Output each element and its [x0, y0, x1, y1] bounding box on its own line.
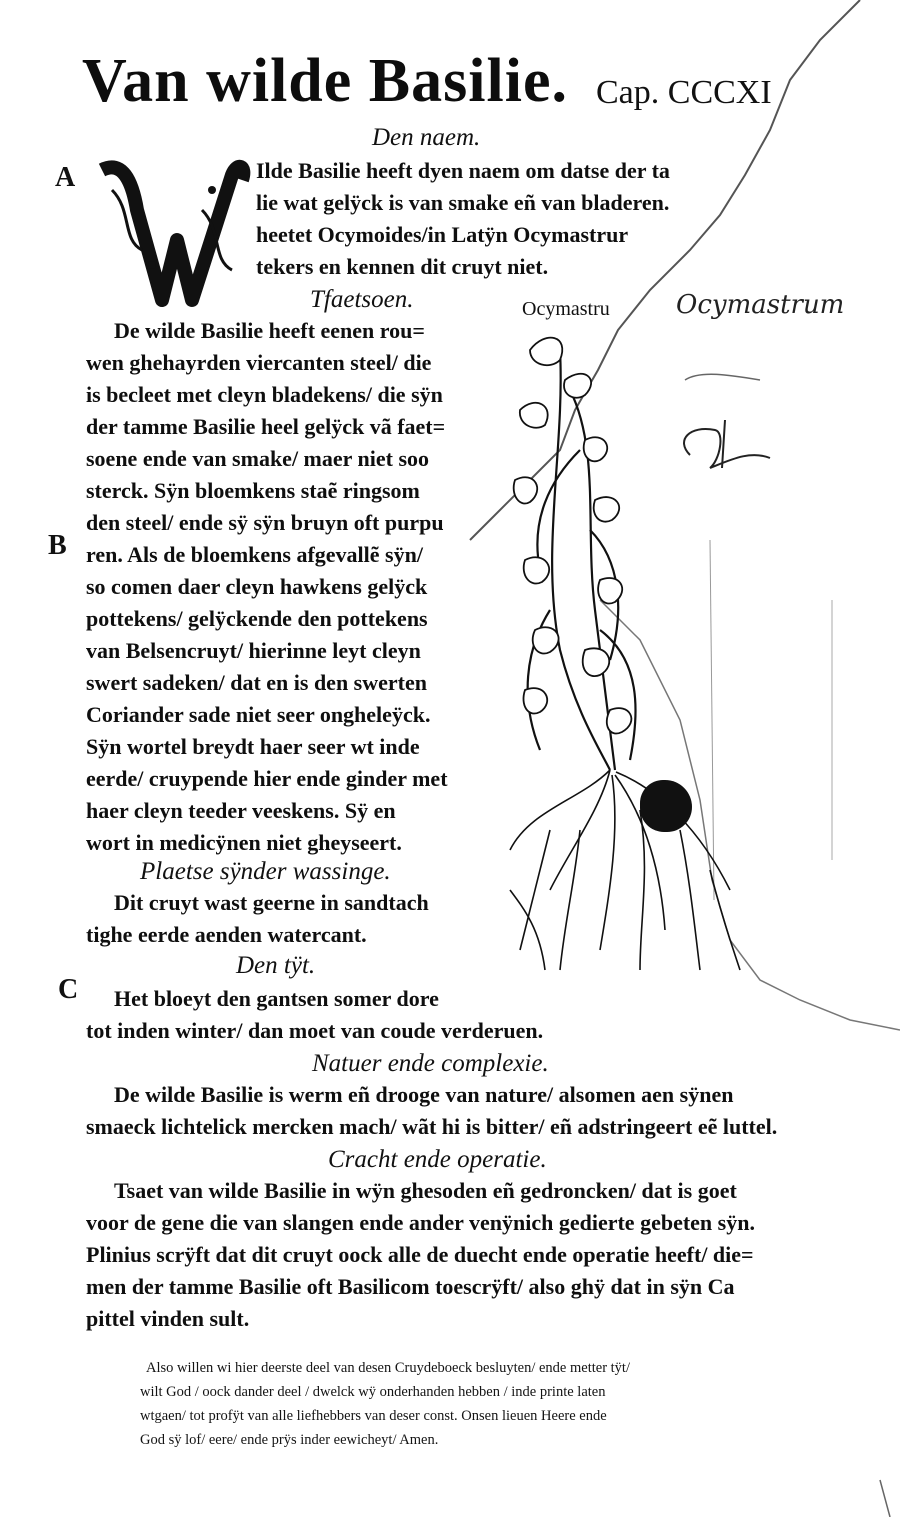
text-line: De wilde Basilie is werm eñ drooge van nature/ alsomen aen sÿnen [114, 1082, 734, 1107]
text-line: haer cleyn teeder veeskens. Sÿ en [86, 798, 396, 823]
text-line: tighe eerde aenden watercant. [86, 922, 367, 947]
closing-line: wtgaen/ tot profÿt van alle liefhebbers van deser const. Onsen lieuen Heere ende [140, 1408, 607, 1424]
section-heading-cracht: Cracht ende operatie. [328, 1146, 547, 1173]
text-line: tekers en kennen dit cruyt niet. [256, 254, 549, 279]
text-line: wort in medicÿnen niet gheyseert. [86, 830, 402, 855]
basil-plant-woodcut [490, 330, 750, 980]
text-line: Tsaet van wilde Basilie in wÿn ghesoden eñ gedroncken/ dat is goet [114, 1178, 737, 1203]
text-line: Ilde Basilie heeft dyen naem om datse der ta [256, 158, 670, 183]
section-heading-den-naem: Den naem. [372, 124, 481, 151]
text-line: Het bloeyt den gantsen somer dore [114, 986, 439, 1011]
text-line: heetet Ocymoides/in Latÿn Ocymastrur [256, 222, 629, 247]
text-line: pittel vinden sult. [86, 1306, 250, 1331]
margin-letter-b: B [48, 530, 67, 561]
margin-letter-c: C [58, 974, 79, 1005]
section-heading-plaetse: Plaetse sÿnder wassinge. [140, 858, 391, 885]
text-line: sterck. Sÿn bloemkens staẽ ringsom [86, 478, 420, 503]
text-line: soene ende van smake/ maer niet soo [86, 446, 430, 471]
text-line: so comen daer cleyn hawkens gelÿck [86, 574, 428, 599]
closing-line: God sÿ lof/ eere/ ende prÿs inder eewicheyt/ Amen. [140, 1432, 439, 1448]
text-line: lie wat gelÿck is van smake eñ van bladeren. [256, 190, 670, 215]
text-line: den steel/ ende sÿ sÿn bruyn oft purpu [86, 510, 444, 535]
text-line: ren. Als de bloemkens afgevallẽ sÿn/ [86, 542, 423, 567]
text-line: men der tamme Basilie oft Basilicom toescrÿft/ also ghÿ dat in sÿn Ca [86, 1274, 735, 1299]
text-line: Sÿn wortel breydt haer seer wt inde [86, 734, 420, 759]
drop-cap-w-ornament [92, 150, 252, 310]
section-heading-tfaetsoen: Tfaetsoen. [310, 286, 414, 313]
text-line: tot inden winter/ dan moet van coude verderuen. [86, 1018, 544, 1043]
text-line: De wilde Basilie heeft eenen rou= [114, 318, 425, 343]
text-line: pottekens/ gelÿckende den pottekens [86, 606, 428, 631]
closing-line: wilt God / oock dander deel / dwelck wÿ onderhanden hebben / inde printe laten [140, 1384, 606, 1400]
text-line: der tamme Basilie heel gelÿck vã faet= [86, 414, 446, 439]
text-line: Dit cruyt wast geerne in sandtach [114, 890, 429, 915]
text-line: wen ghehayrden viercanten steel/ die [86, 350, 432, 375]
margin-letter-a: A [55, 162, 76, 193]
illustration-label: Ocymastru [522, 298, 610, 320]
text-line: voor de gene die van slangen ende ander venÿnich gedierte gebeten sÿn. [86, 1210, 755, 1235]
handwritten-note: Ocymastrum [676, 290, 845, 320]
text-line: Coriander sade niet seer ongheleÿck. [86, 702, 431, 727]
text-line: eerde/ cruypende hier ende ginder met [86, 766, 448, 791]
section-heading-natuer: Natuer ende complexie. [312, 1050, 549, 1077]
text-line: van Belsencruyt/ hierinne leyt cleyn [86, 638, 421, 663]
chapter-number: Cap. CCCXI [596, 74, 772, 111]
text-line: swert sadeken/ dat en is den swerten [86, 670, 427, 695]
text-line: is becleet met cleyn bladekens/ die sÿn [86, 382, 443, 407]
ink-blot [640, 780, 692, 832]
chapter-title: Van wilde Basilie. [82, 47, 568, 115]
text-line: Plinius scrÿft dat dit cruyt oock alle de duecht ende operatie heeft/ die= [86, 1242, 754, 1267]
closing-line: Also willen wi hier deerste deel van desen Cruydeboeck besluyten/ ende metter tÿt/ [146, 1360, 630, 1376]
section-heading-den-tijt: Den tÿt. [236, 952, 316, 979]
text-line: smaeck lichtelick mercken mach/ wãt hi is bitter/ eñ adstringeert eẽ luttel. [86, 1114, 778, 1139]
